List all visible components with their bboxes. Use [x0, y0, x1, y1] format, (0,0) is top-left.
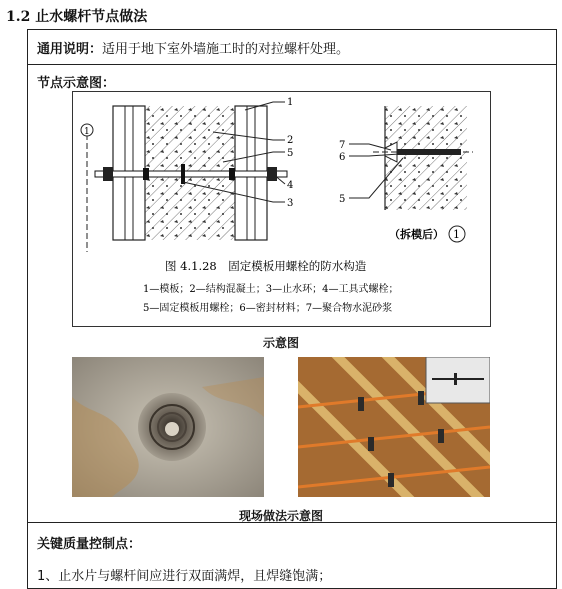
callout-label: 6 [339, 152, 346, 163]
figure-title: 图 4.1.28 固定模板用螺栓的防水构造 [165, 259, 367, 273]
right-section-drawing [339, 106, 473, 242]
callout-label: 7 [339, 140, 346, 151]
after-strip-label: （拆模后） [389, 228, 444, 241]
callout-label: 4 [287, 180, 294, 191]
quality-item: 1、止水片与螺杆间应进行双面满焊，且焊缝饱满； [37, 569, 332, 584]
left-section-drawing [81, 97, 293, 252]
formwork-photo [298, 357, 490, 497]
usage-text: 适用于地下室外墙施工时的对拉螺杆处理。 [102, 42, 350, 57]
callout-label: 2 [287, 135, 294, 146]
divider [27, 64, 557, 65]
circle-number: 1 [453, 228, 460, 241]
callout-label: 1 [287, 97, 294, 108]
construction-diagram [72, 91, 491, 327]
figure-legend: 1—模板；2—结构混凝土；3—止水环；4—工具式螺栓； [143, 284, 399, 295]
callout-label: 3 [287, 198, 294, 209]
figure-legend: 5—固定模板用螺栓；6—密封材料；7—聚合物水泥砂浆 [143, 303, 393, 314]
quality-heading: 关键质量控制点： [37, 537, 142, 552]
section-title: 1.2 止水螺杆节点做法 [6, 9, 148, 25]
node-heading: 节点示意图： [37, 76, 116, 91]
callout-label: 5 [287, 148, 294, 159]
usage-note [37, 38, 349, 57]
diagram-caption: 示意图 [262, 336, 299, 350]
svg-text:1: 1 [84, 127, 90, 137]
site-photo-caption: 现场做法示意图 [238, 509, 323, 523]
usage-label: 通用说明： [37, 42, 103, 57]
bolt-hole-photo [72, 357, 264, 497]
callout-label: 5 [339, 194, 346, 205]
